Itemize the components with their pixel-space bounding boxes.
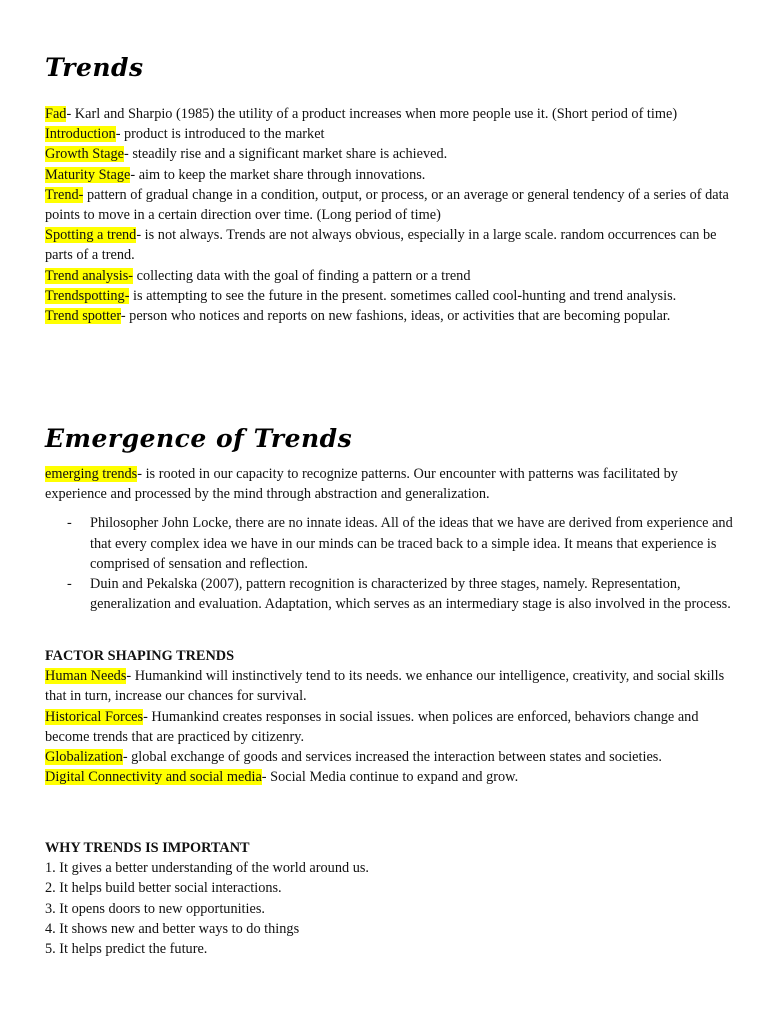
section-heading-emergence: Emergence of Trends — [45, 424, 353, 453]
definition-text: - Karl and Sharpio (1985) the utility of a product increases when more people use it. (Short period of time) — [66, 106, 678, 122]
importance-section — [45, 838, 735, 959]
factor-text: - global exchange of goods and services increased the interaction between states and societies. — [122, 749, 662, 766]
definition-spotting-a-trend — [45, 225, 735, 265]
list-item: 2. It helps build better social interactions. — [45, 880, 282, 897]
factor-text: - Social Media continue to expand and grow. — [261, 769, 519, 786]
term-highlight: Introduction — [45, 126, 116, 143]
definition-text: - steadily rise and a significant market share is achieved. — [124, 146, 448, 163]
factor-globalization — [45, 747, 735, 767]
list-item: - Duin and Pekalska (2007), pattern recognition is characterized by three stages, namely. Representation, generalization and evaluation. Adaptation, which serves as an intermediary stage is also involved in the process. — [45, 574, 735, 614]
list-item: 4. It shows new and better ways to do things — [45, 920, 300, 937]
definition-trend-spotter — [45, 306, 735, 326]
factor-text: - Humankind will instinctively tend to its needs. we enhance our intelligence, creativity, and social skills that in turn, increase our chances for survival. — [45, 668, 725, 705]
definition-text: is attempting to see the future in the present. sometimes called cool-hunting and trend analysis. — [129, 287, 677, 304]
term-highlight: Trend- — [45, 186, 84, 203]
term-highlight: Trend analysis- — [45, 267, 134, 284]
term-highlight: Historical Forces — [45, 708, 144, 725]
definition-maturity-stage — [45, 165, 735, 185]
term-highlight: Fad — [45, 106, 67, 122]
definition-text: pattern of gradual change in a condition, output, or process, or an average or general tendency of a series of data points to move in a certain direction over time. (Long period of time) — [45, 186, 729, 224]
factors-section — [45, 646, 735, 787]
definition-introduction — [45, 124, 735, 144]
emerging-trends-intro — [45, 464, 735, 504]
definition-text: - person who notices and reports on new fashions, ideas, or activities that are becoming popular. — [120, 308, 671, 325]
definition-fad — [45, 104, 735, 124]
list-item: - Philosopher John Locke, there are no innate ideas. All of the ideas that we have are derived from experience and that every complex idea we have in our minds can be traced back to a simple idea. It means that experience is comprised of sensation and reflection. — [45, 513, 735, 574]
definition-trend — [45, 185, 735, 225]
term-highlight: Growth Stage — [45, 146, 125, 163]
definition-text: collecting data with the goal of finding a pattern or a trend — [133, 267, 471, 284]
term-highlight: Globalization — [45, 749, 123, 766]
factor-human-needs — [45, 666, 735, 706]
list-item: 5. It helps predict the future. — [45, 941, 208, 958]
factors-heading: FACTOR SHAPING TRENDS — [45, 648, 235, 664]
factor-text: - Humankind creates responses in social issues. when polices are enforced, behaviors change and become trends that are practiced by citizenry. — [45, 708, 699, 745]
term-highlight: emerging trends — [45, 466, 138, 482]
intro-text: - is rooted in our capacity to recognize patterns. Our encounter with patterns was facilitated by experience and processed by the mind through abstraction and generalization. — [45, 466, 678, 503]
factor-digital-connectivity — [45, 767, 735, 787]
term-highlight: Human Needs — [45, 668, 127, 685]
term-highlight: Spotting a trend — [45, 227, 137, 244]
definition-trendspotting — [45, 286, 735, 306]
importance-heading: WHY TRENDS IS IMPORTANT — [45, 840, 250, 856]
definition-text: - aim to keep the market share through innovations. — [130, 166, 426, 183]
trends-definitions — [45, 104, 735, 326]
section-heading-trends: Trends — [45, 53, 144, 82]
definition-trend-analysis — [45, 266, 735, 286]
list-item: 1. It gives a better understanding of the world around us. — [45, 860, 369, 877]
term-highlight: Trend spotter — [45, 308, 121, 325]
list-item: 3. It opens doors to new opportunities. — [45, 900, 265, 917]
importance-list — [45, 858, 735, 959]
definition-text: - is not always. Trends are not always obvious, especially in a large scale. random occurrences can be parts of a trend. — [45, 227, 717, 264]
emergence-content — [45, 464, 735, 614]
definition-text: - product is introduced to the market — [115, 126, 325, 143]
emergence-bullet-list — [45, 513, 735, 614]
definition-growth-stage — [45, 144, 735, 164]
term-highlight: Maturity Stage — [45, 166, 131, 183]
term-highlight: Trendspotting- — [45, 287, 130, 304]
factor-historical-forces — [45, 707, 735, 747]
term-highlight: Digital Connectivity and social media — [45, 769, 262, 786]
